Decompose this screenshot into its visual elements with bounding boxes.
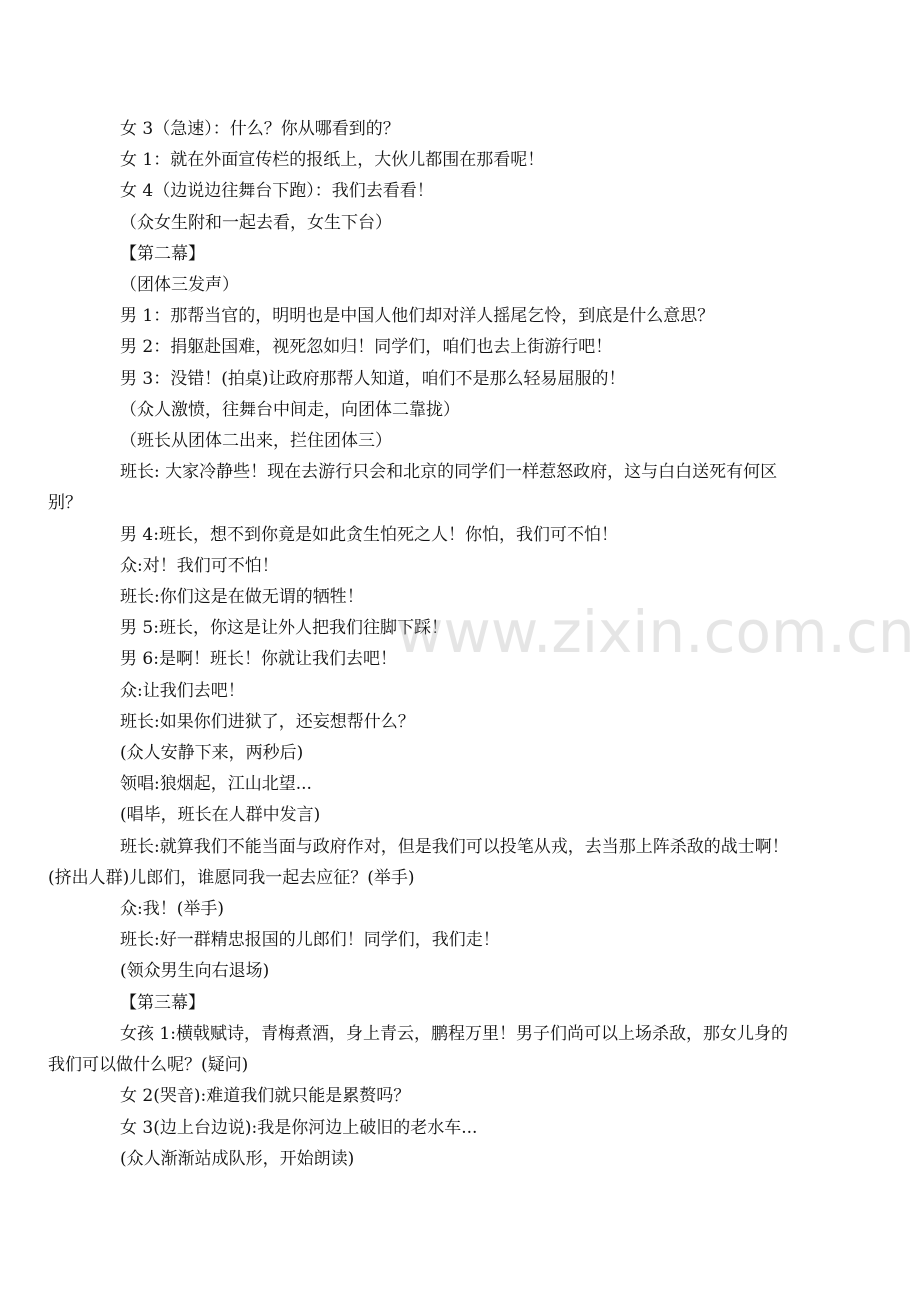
script-line: 男 3：没错！(拍桌)让政府那帮人知道，咱们不是那么轻易屈服的！ <box>120 368 626 389</box>
stage-direction: （众女生附和一起去看，女生下台） <box>120 212 392 233</box>
script-line: 班长:好一群精忠报国的儿郎们！同学们，我们走！ <box>120 930 500 951</box>
script-paragraph <box>48 457 844 519</box>
stage-direction: （众人激愤，往舞台中间走，向团体二靠拢） <box>120 399 460 420</box>
script-line: 领唱:狼烟起，江山北望... <box>120 774 312 795</box>
stage-direction: (众人渐渐站成队形，开始朗读) <box>120 1148 355 1169</box>
act-heading: 【第三幕】 <box>120 992 205 1013</box>
script-line: 众:我！(举手) <box>120 899 224 920</box>
script-line: 女 2(哭音):难道我们就只能是累赘吗？ <box>120 1086 411 1107</box>
script-paragraph <box>48 832 844 894</box>
act-heading: 【第二幕】 <box>120 243 205 264</box>
script-line: 男 4:班长，想不到你竟是如此贪生怕死之人！你怕，我们可不怕！ <box>120 524 618 545</box>
script-line: 班长:你们这是在做无谓的牺牲！ <box>120 587 364 608</box>
script-line: 众:让我们去吧！ <box>120 680 245 701</box>
script-line: 班长:如果你们进狱了，还妄想帮什么？ <box>120 711 415 732</box>
script-line: 男 6:是啊！班长！你就让我们去吧！ <box>120 649 397 670</box>
script-line: 众:对！我们可不怕！ <box>120 555 279 576</box>
script-line: 男 1：那帮当官的，明明也是中国人他们却对洋人摇尾乞怜，到底是什么意思？ <box>120 306 715 327</box>
paragraph-line: 我们可以做什么呢？(疑问) <box>48 1055 249 1076</box>
paragraph-line: 班长:就算我们不能当面与政府作对，但是我们可以投笔从戎，去当那上阵杀敌的战士啊！ <box>120 836 789 857</box>
paragraph-line: 别？ <box>48 493 82 514</box>
paragraph-line: 女孩 1:横戟赋诗，青梅煮酒，身上青云，鹏程万里！男子们尚可以上场杀敌，那女儿身的 <box>120 1023 788 1044</box>
script-line: 女 3（急速）：什么？你从哪看到的？ <box>120 119 400 139</box>
script-paragraph <box>48 1019 844 1081</box>
paragraph-line: 班长: 大家冷静些！现在去游行只会和北京的同学们一样惹怒政府，这与白白送死有何区 <box>120 462 778 483</box>
stage-direction: （班长从团体二出来，拦住团体三） <box>120 431 392 452</box>
stage-direction: (众人安静下来，两秒后) <box>120 743 304 764</box>
script-text <box>48 114 844 1175</box>
script-line: 女 1：就在外面宣传栏的报纸上，大伙儿都围在那看呢！ <box>120 150 545 171</box>
script-line: 女 3(边上台边说):我是你河边上破旧的老水车... <box>120 1117 478 1138</box>
stage-direction: (唱毕，班长在人群中发言) <box>120 805 321 826</box>
stage-direction: （团体三发声） <box>120 275 239 296</box>
script-line: 男 2：捐躯赴国难，视死忽如归！同学们，咱们也去上街游行吧！ <box>120 337 613 358</box>
stage-direction: (领众男生向右退场) <box>120 961 270 982</box>
script-line: 男 5:班长，你这是让外人把我们往脚下踩！ <box>120 618 448 639</box>
script-line: 女 4（边说边往舞台下跑）：我们去看看！ <box>120 181 434 202</box>
watermark: www.zixin.com.cn <box>396 598 915 666</box>
paragraph-line: (挤出人群)儿郎们，谁愿同我一起去应征？(举手) <box>48 867 415 888</box>
